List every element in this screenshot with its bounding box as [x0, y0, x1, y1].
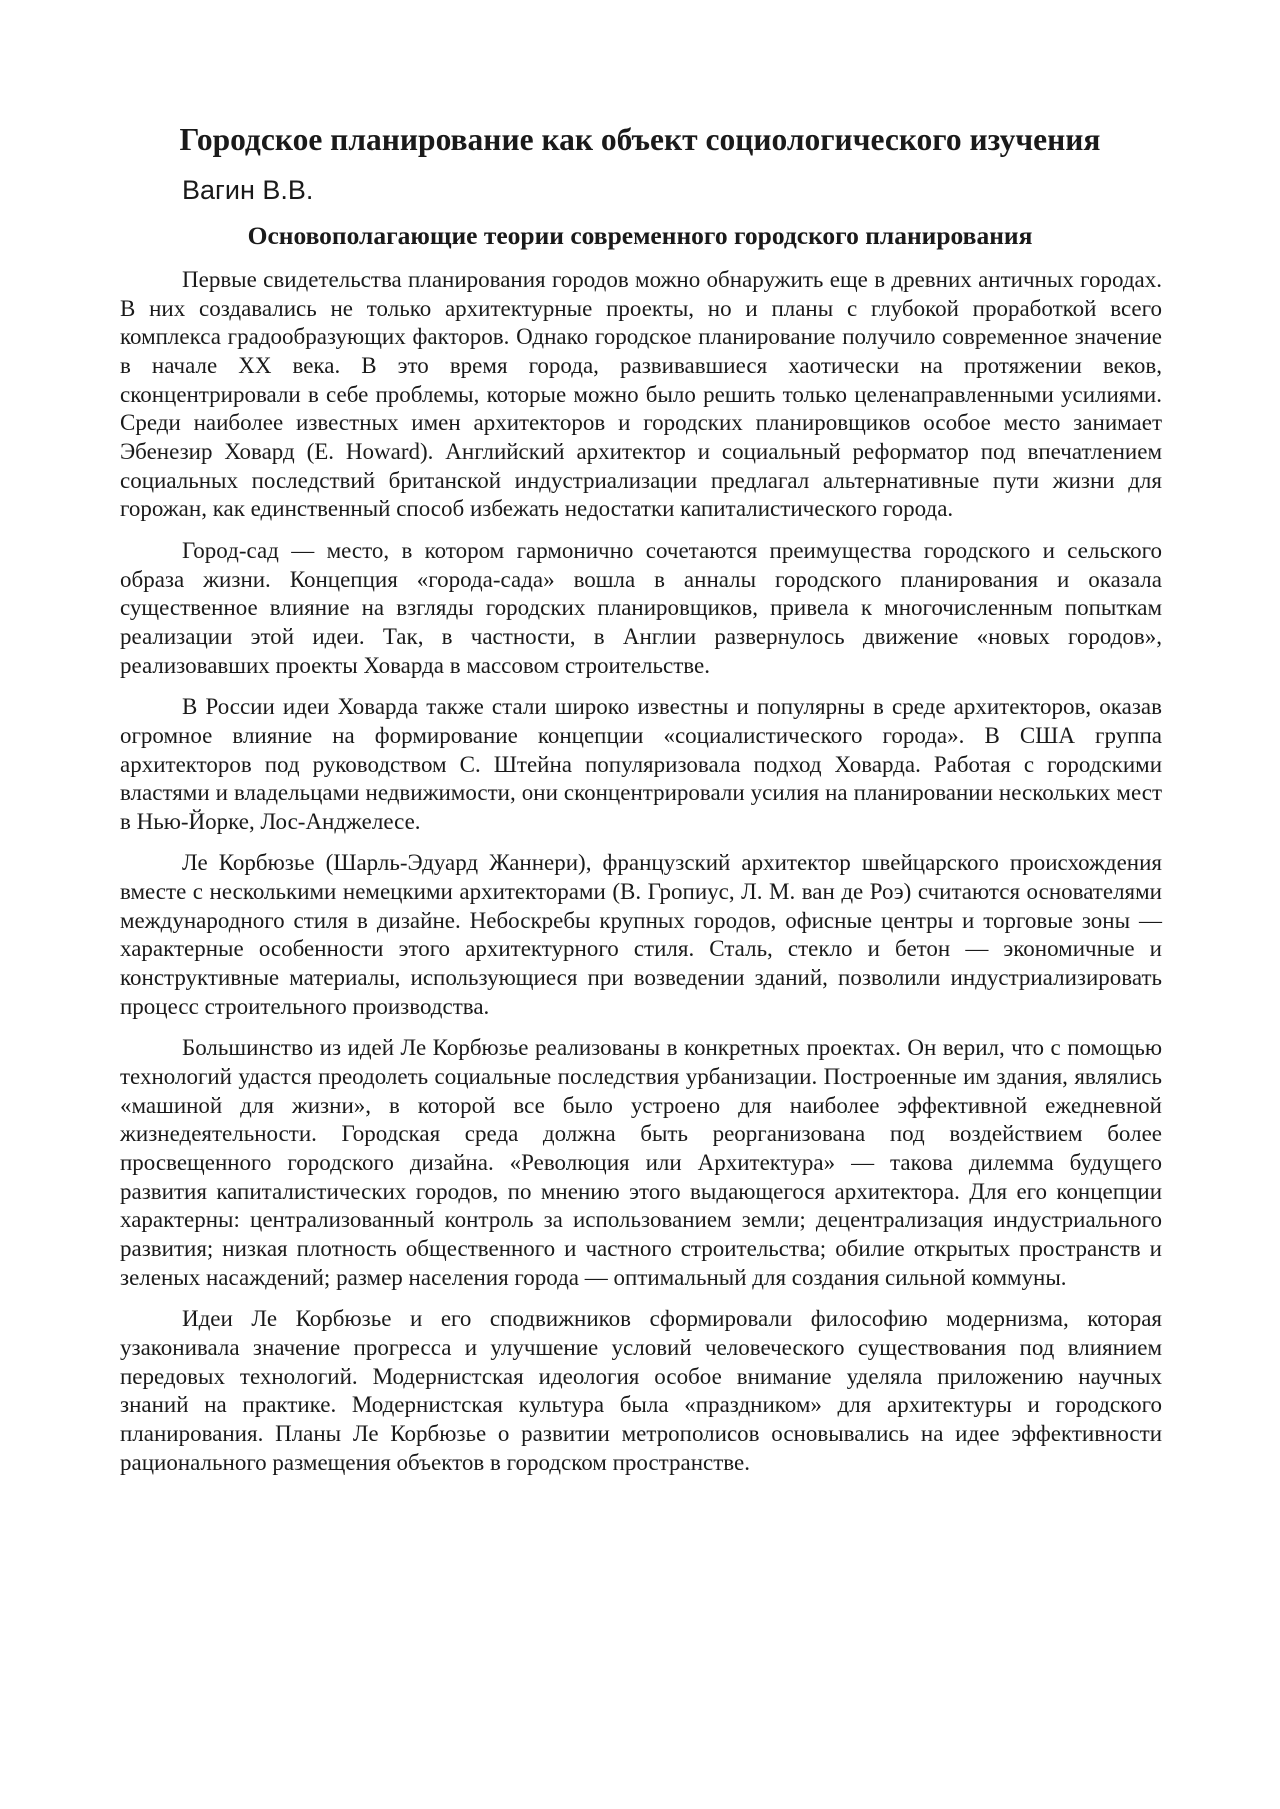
document-title: Городское планирование как объект социологического изучения [179, 122, 1101, 157]
document-body [120, 266, 1162, 1490]
paragraph-3: В России идеи Ховарда также стали широко известны и популярны в среде архитекторов, оказав огромное влияние на формирование концепции «социалистического города». В США группа архитекторов под руководством С. Штейна популяризовала подход Ховарда. Работая с городскими властями и владельцами недвижимости, они сконцентрировали усилия на планировании нескольких мест в Нью-Йорке, Лос-Анджелесе. [120, 694, 1162, 834]
author-name: Вагин В.В. [182, 175, 314, 205]
paragraph-6: Идеи Ле Корбюзье и его сподвижников сформировали философию модернизма, которая узаконивала значение прогресса и улучшение условий человеческого существования под влиянием передовых технологий. Модернистская идеология особое внимание уделяла приложению научных знаний на практике. Модернистская культура была «праздником» для архитектуры и городского планирования. Планы Ле Корбюзье о развитии метрополисов основывались на идее эффективности рационального размещения объектов в городском пространстве. [120, 1306, 1162, 1475]
paragraph-1: Первые свидетельства планирования городов можно обнаружить еще в древних античных городах. В них создавались не только архитектурные проекты, но и планы с глубокой проработкой всего комплекса градообразующих факторов. Однако городское планирование получило современное значение в начале XX века. В это время города, развивавшиеся хаотически на протяжении веков, сконцентрировали в себе проблемы, которые можно было решить только целенаправленными усилиями. Среди наиболее известных имен архитекторов и городских планировщиков особое место занимает Эбенезир Ховард (E. Howard). Английский архитектор и социальный реформатор под впечатлением социальных последствий британской индустриализации предлагал альтернативные пути жизни для горожан, как единственный способ избежать недостатки капиталистического города. [120, 267, 1162, 522]
paragraph-4: Ле Корбюзье (Шарль-Эдуард Жаннери), французский архитектор швейцарского происхождения вместе с несколькими немецкими архитекторами (В. Гропиус, Л. М. ван де Роэ) считаются основателями международного стиля в дизайне. Небоскребы крупных городов, офисные центры и торговые зоны — характерные особенности этого архитектурного стиля. Сталь, стекло и бетон — экономичные и конструктивные материалы, использующиеся при возведении зданий, позволили индустриализировать процесс строительного производства. [120, 850, 1162, 1019]
paragraph-5: Большинство из идей Ле Корбюзье реализованы в конкретных проектах. Он верил, что с помощью технологий удастся преодолеть социальные последствия урбанизации. Построенные им здания, являлись «машиной для жизни», в которой все было устроено для наиболее эффективной ежедневной жизнедеятельности. Городская среда должна быть реорганизована под воздействием более просвещенного городского дизайна. «Революция или Архитектура» — такова дилемма будущего развития капиталистических городов, по мнению этого выдающегося архитектора. Для его концепции характерны: централизованный контроль за использованием земли; децентрализация индустриального развития; низкая плотность общественного и частного строительства; обилие открытых пространств и зеленых насаждений; размер населения города — оптимальный для создания сильной коммуны. [120, 1035, 1162, 1290]
paragraph-2: Город-сад — место, в котором гармонично сочетаются преимущества городского и сельского образа жизни. Концепция «города-сада» вошла в анналы городского планирования и оказала существенное влияние на взгляды городских планировщиков, привела к многочисленным попыткам реализации этой идеи. Так, в частности, в Англии развернулось движение «новых городов», реализовавших проекты Ховарда в массовом строительстве. [120, 537, 1162, 678]
section-heading: Основополагающие теории современного городского планирования [247, 221, 1033, 250]
